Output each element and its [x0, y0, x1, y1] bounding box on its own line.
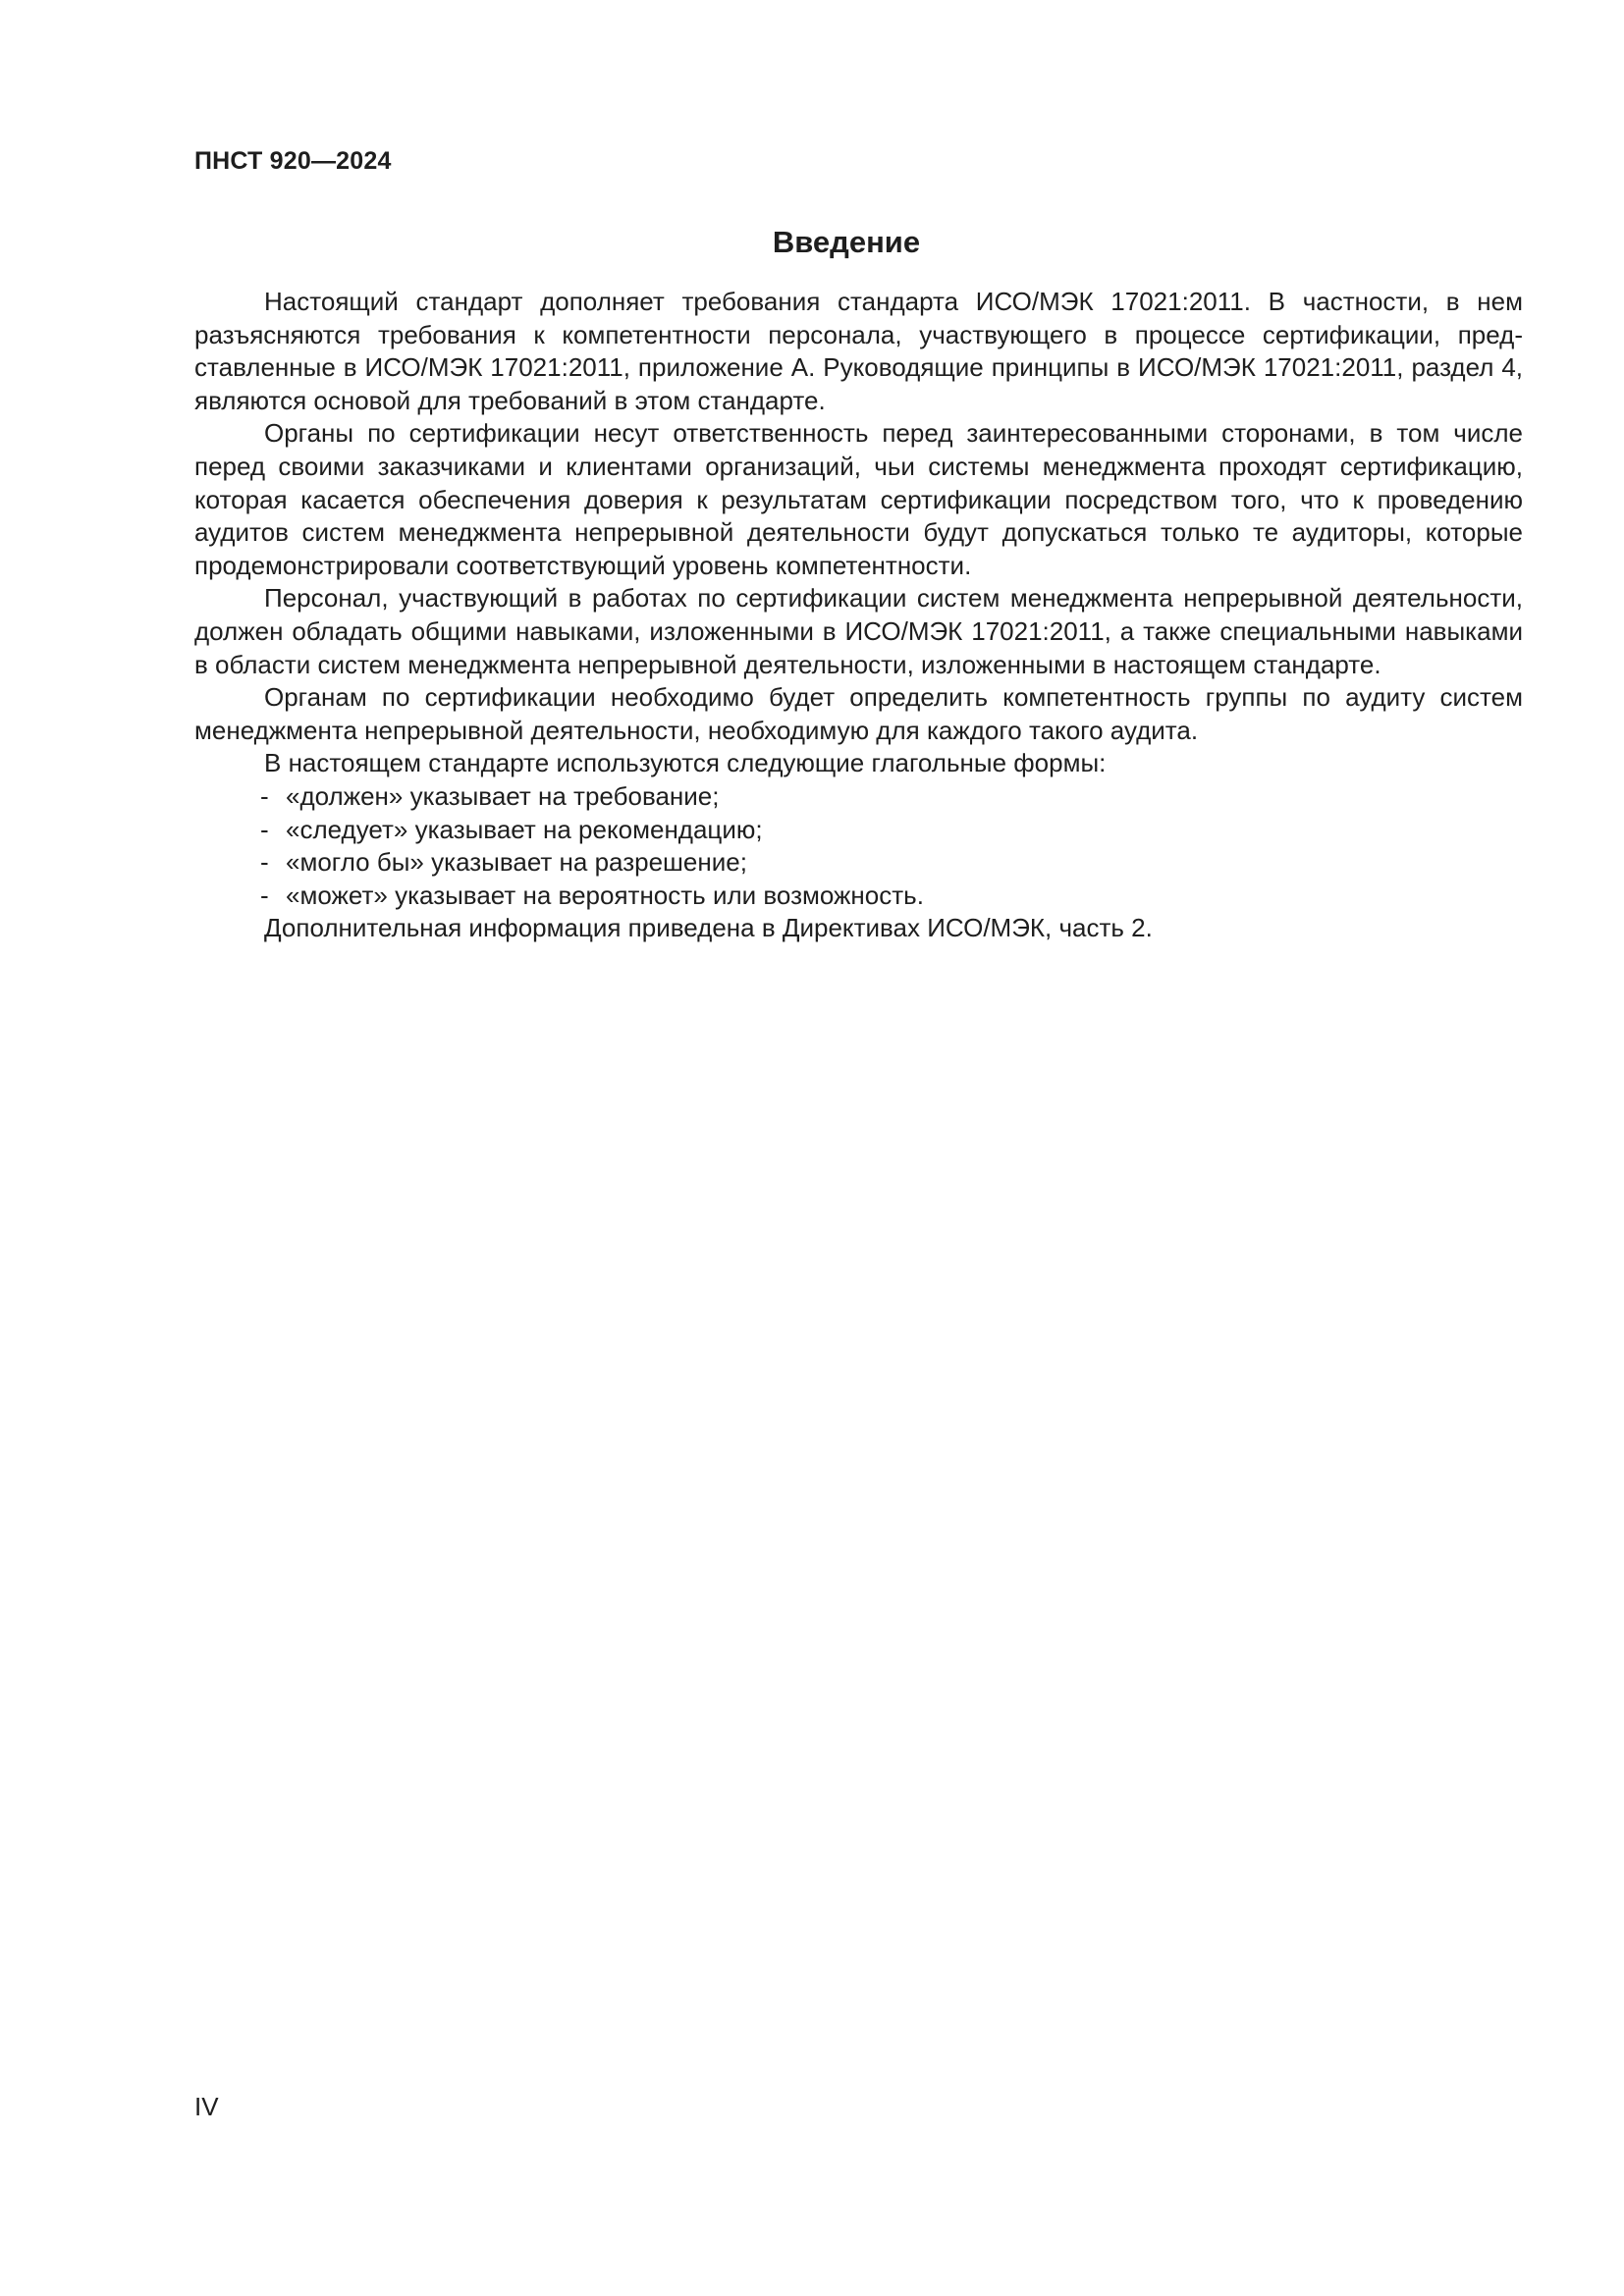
list-item: [194, 780, 1523, 814]
list-item-text: «может» указывает на вероятность или возможность.: [286, 880, 924, 910]
list-dash: -: [260, 780, 269, 811]
section-title: Введение: [772, 225, 921, 259]
verbal-forms-list: [194, 780, 1523, 912]
list-item-text: «следует» указывает на рекомендацию;: [286, 814, 763, 844]
list-item: [194, 846, 1523, 880]
list-item-text: «могло бы» указывает на разрешение;: [286, 847, 747, 878]
closing-paragraph: Дополнительная информация приведена в Директивах ИСО/МЭК, часть 2.: [264, 913, 1153, 943]
paragraph: Органы по сертификации несут ответственность перед заинтересованными сторонами, в том числе перед своими заказчиками и клиентами организаций, чьи системы менеджмента проходят сертификацию, которая касается обеспечения доверия к результатам сертификации посредством того, что к проведению аудитов систем менеджмента непрерывной деятельности будут допускаться только те аудиторы, которые продемонстрировали соответствующий уровень компетентности.: [194, 418, 1523, 580]
paragraph: Настоящий стандарт дополняет требования стандарта ИСО/МЭК 17021:2011. В частности, в нем разъясняются требования к компетентности персонала, участвующего в процессе сертификации, представленные в ИСО/МЭК 17021:2011, приложение А. Руководящие принципы в ИСО/МЭК 17021:2011, раздел 4, являются основой для требований в этом стандарте.: [194, 287, 1523, 415]
paragraph: В настоящем стандарте используются следующие глагольные формы:: [264, 748, 1107, 778]
document-designation: ПНСТ 920—2024: [194, 147, 392, 175]
list-dash: -: [260, 880, 269, 910]
list-item: [194, 814, 1523, 847]
page-number: IV: [194, 2092, 219, 2121]
list-dash: -: [260, 814, 269, 844]
list-dash: -: [260, 847, 269, 878]
paragraph: Органам по сертификации необходимо будет определить компетентность группы по аудиту систем менеджмента непрерывной деятельности, необходимую для каждого такого аудита.: [194, 682, 1523, 745]
list-item-text: «должен» указывает на требование;: [286, 780, 720, 811]
list-item: [194, 880, 1523, 913]
paragraph: Персонал, участвующий в работах по сертификации систем менеджмента непрерывной деятельности, должен обладать общими навыками, изложенными в ИСО/МЭК 17021:2011, а также специальными навыками в области систем менеджмента непрерывной деятельности, изложенными в настоящем стандарте.: [194, 583, 1523, 679]
introduction-body: [194, 286, 1523, 945]
